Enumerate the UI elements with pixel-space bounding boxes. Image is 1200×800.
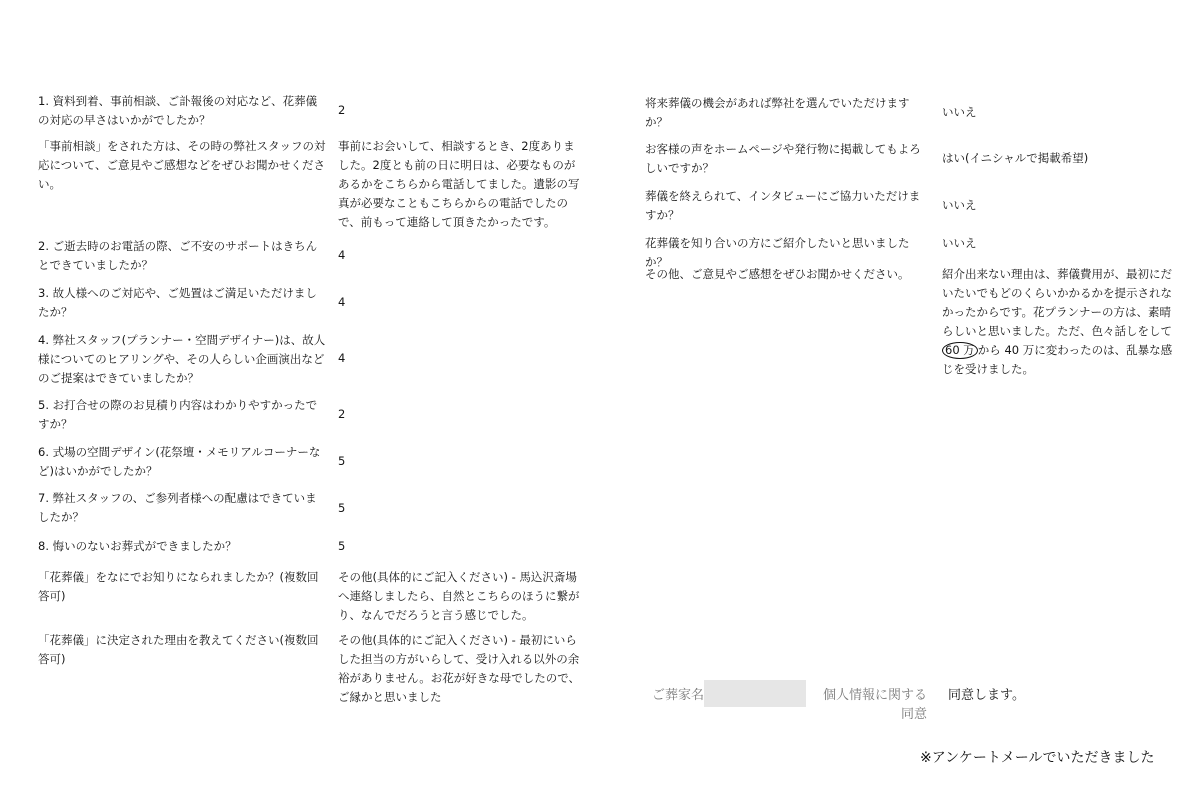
question-future-choice: 将来葬儀の機会があれば弊社を選んでいただけますか？ xyxy=(645,96,910,129)
answer-reason: その他(具体的にご記入ください) - 最初にいらした担当の方がいらして、受け入れる以外の余裕がありません。お花が好きな母でしたので、ご縁かと思いました xyxy=(338,633,580,704)
answer-interview: いいえ xyxy=(942,198,977,212)
answer-1: 2 xyxy=(338,103,346,117)
answer-comments xyxy=(942,265,1182,379)
question-interview: 葬儀を終えられて、インタビューにご協力いただけますか？ xyxy=(645,189,921,222)
question-referral: 花葬儀を知り合いの方にご紹介したいと思いましたか？ xyxy=(645,236,910,269)
circled-amount: 60 万 xyxy=(942,342,978,359)
question-5: 5. お打合せの際のお見積り内容はわかりやすかったですか？ xyxy=(38,398,318,431)
answer-3: 4 xyxy=(338,295,346,309)
question-8: 8. 悔いのないお葬式ができましたか？ xyxy=(38,539,237,553)
question-4: 4. 弊社スタッフ(プランナー・空間デザイナー)は、故人様についてのヒアリングや、その人らしい企画演出などのご提案はできていましたか？ xyxy=(38,333,326,385)
question-consultation: 「事前相談」をされた方は、その時の弊社スタッフの対応について、ご意見やご感想などをぜひお聞かせください。 xyxy=(38,139,326,191)
question-2: 2. ご逝去時のお電話の際、ご不安のサポートはきちんとできていましたか？ xyxy=(38,239,318,272)
privacy-consent-value: 同意します。 xyxy=(948,688,1025,703)
question-1: 1. 資料到着、事前相談、ご訃報後の対応など、花葬儀の対応の早さはいかがでしたか？ xyxy=(38,94,318,127)
question-7: 7. 弊社スタッフの、ご参列者様への配慮はできていましたか？ xyxy=(38,491,317,524)
privacy-consent-label: 個人情報に関する同意 xyxy=(822,688,927,722)
answer-referral: いいえ xyxy=(942,236,977,250)
answer-how-known: その他(具体的にご記入ください) - 馬込沢斎場へ連絡しましたら、自然とこちらのほうに繋がり、なんでだろうと言う感じでした。 xyxy=(338,570,580,622)
answer-comments-text-end: から 40 万に変わったのは、乱暴な感じを受けました。 xyxy=(942,343,1173,376)
family-name-label: ご葬家名 xyxy=(652,688,705,703)
question-6: 6. 式場の空間デザイン(花祭壇・メモリアルコーナーなど)はいかがでしたか？ xyxy=(38,445,321,478)
answer-4: 4 xyxy=(338,351,346,365)
question-publish: お客様の声をホームページや発行物に掲載してもよろしいですか？ xyxy=(645,142,921,175)
question-reason: 「花葬儀」に決定された理由を教えてください(複数回答可) xyxy=(38,633,319,666)
answer-consultation: 事前にお会いして、相談するとき、2度ありました。2度とも前の日に明日は、必要なものがあるかをこちらから電話してました。遺影の写真が必要なこともこちらからの電話でしたので、前もって連絡して頂きたかったです。 xyxy=(338,139,580,229)
footnote: ※アンケートメールでいただきました xyxy=(920,750,1155,766)
answer-comments-text: 紹介出来ない理由は、葬儀費用が、最初にだいたいでもどのくらいかかるかを提示されなかったからです。花プランナーの方は、素晴らしいと思いました。ただ、色々話しをして xyxy=(942,267,1172,338)
answer-8: 5 xyxy=(338,539,346,553)
answer-5: 2 xyxy=(338,407,346,421)
answer-6: 5 xyxy=(338,454,346,468)
answer-future-choice: いいえ xyxy=(942,105,977,119)
family-name-redacted xyxy=(704,680,806,707)
answer-7: 5 xyxy=(338,501,346,515)
question-comments: その他、ご意見やご感想をぜひお聞かせください。 xyxy=(645,267,910,281)
question-how-known: 「花葬儀」をなにでお知りになられましたか？(複数回答可) xyxy=(38,570,319,603)
answer-publish: はい(イニシャルで掲載希望) xyxy=(942,151,1089,165)
question-3: 3. 故人様へのご対応や、ご処置はご満足いただけましたか？ xyxy=(38,286,317,319)
answer-2: 4 xyxy=(338,248,346,262)
